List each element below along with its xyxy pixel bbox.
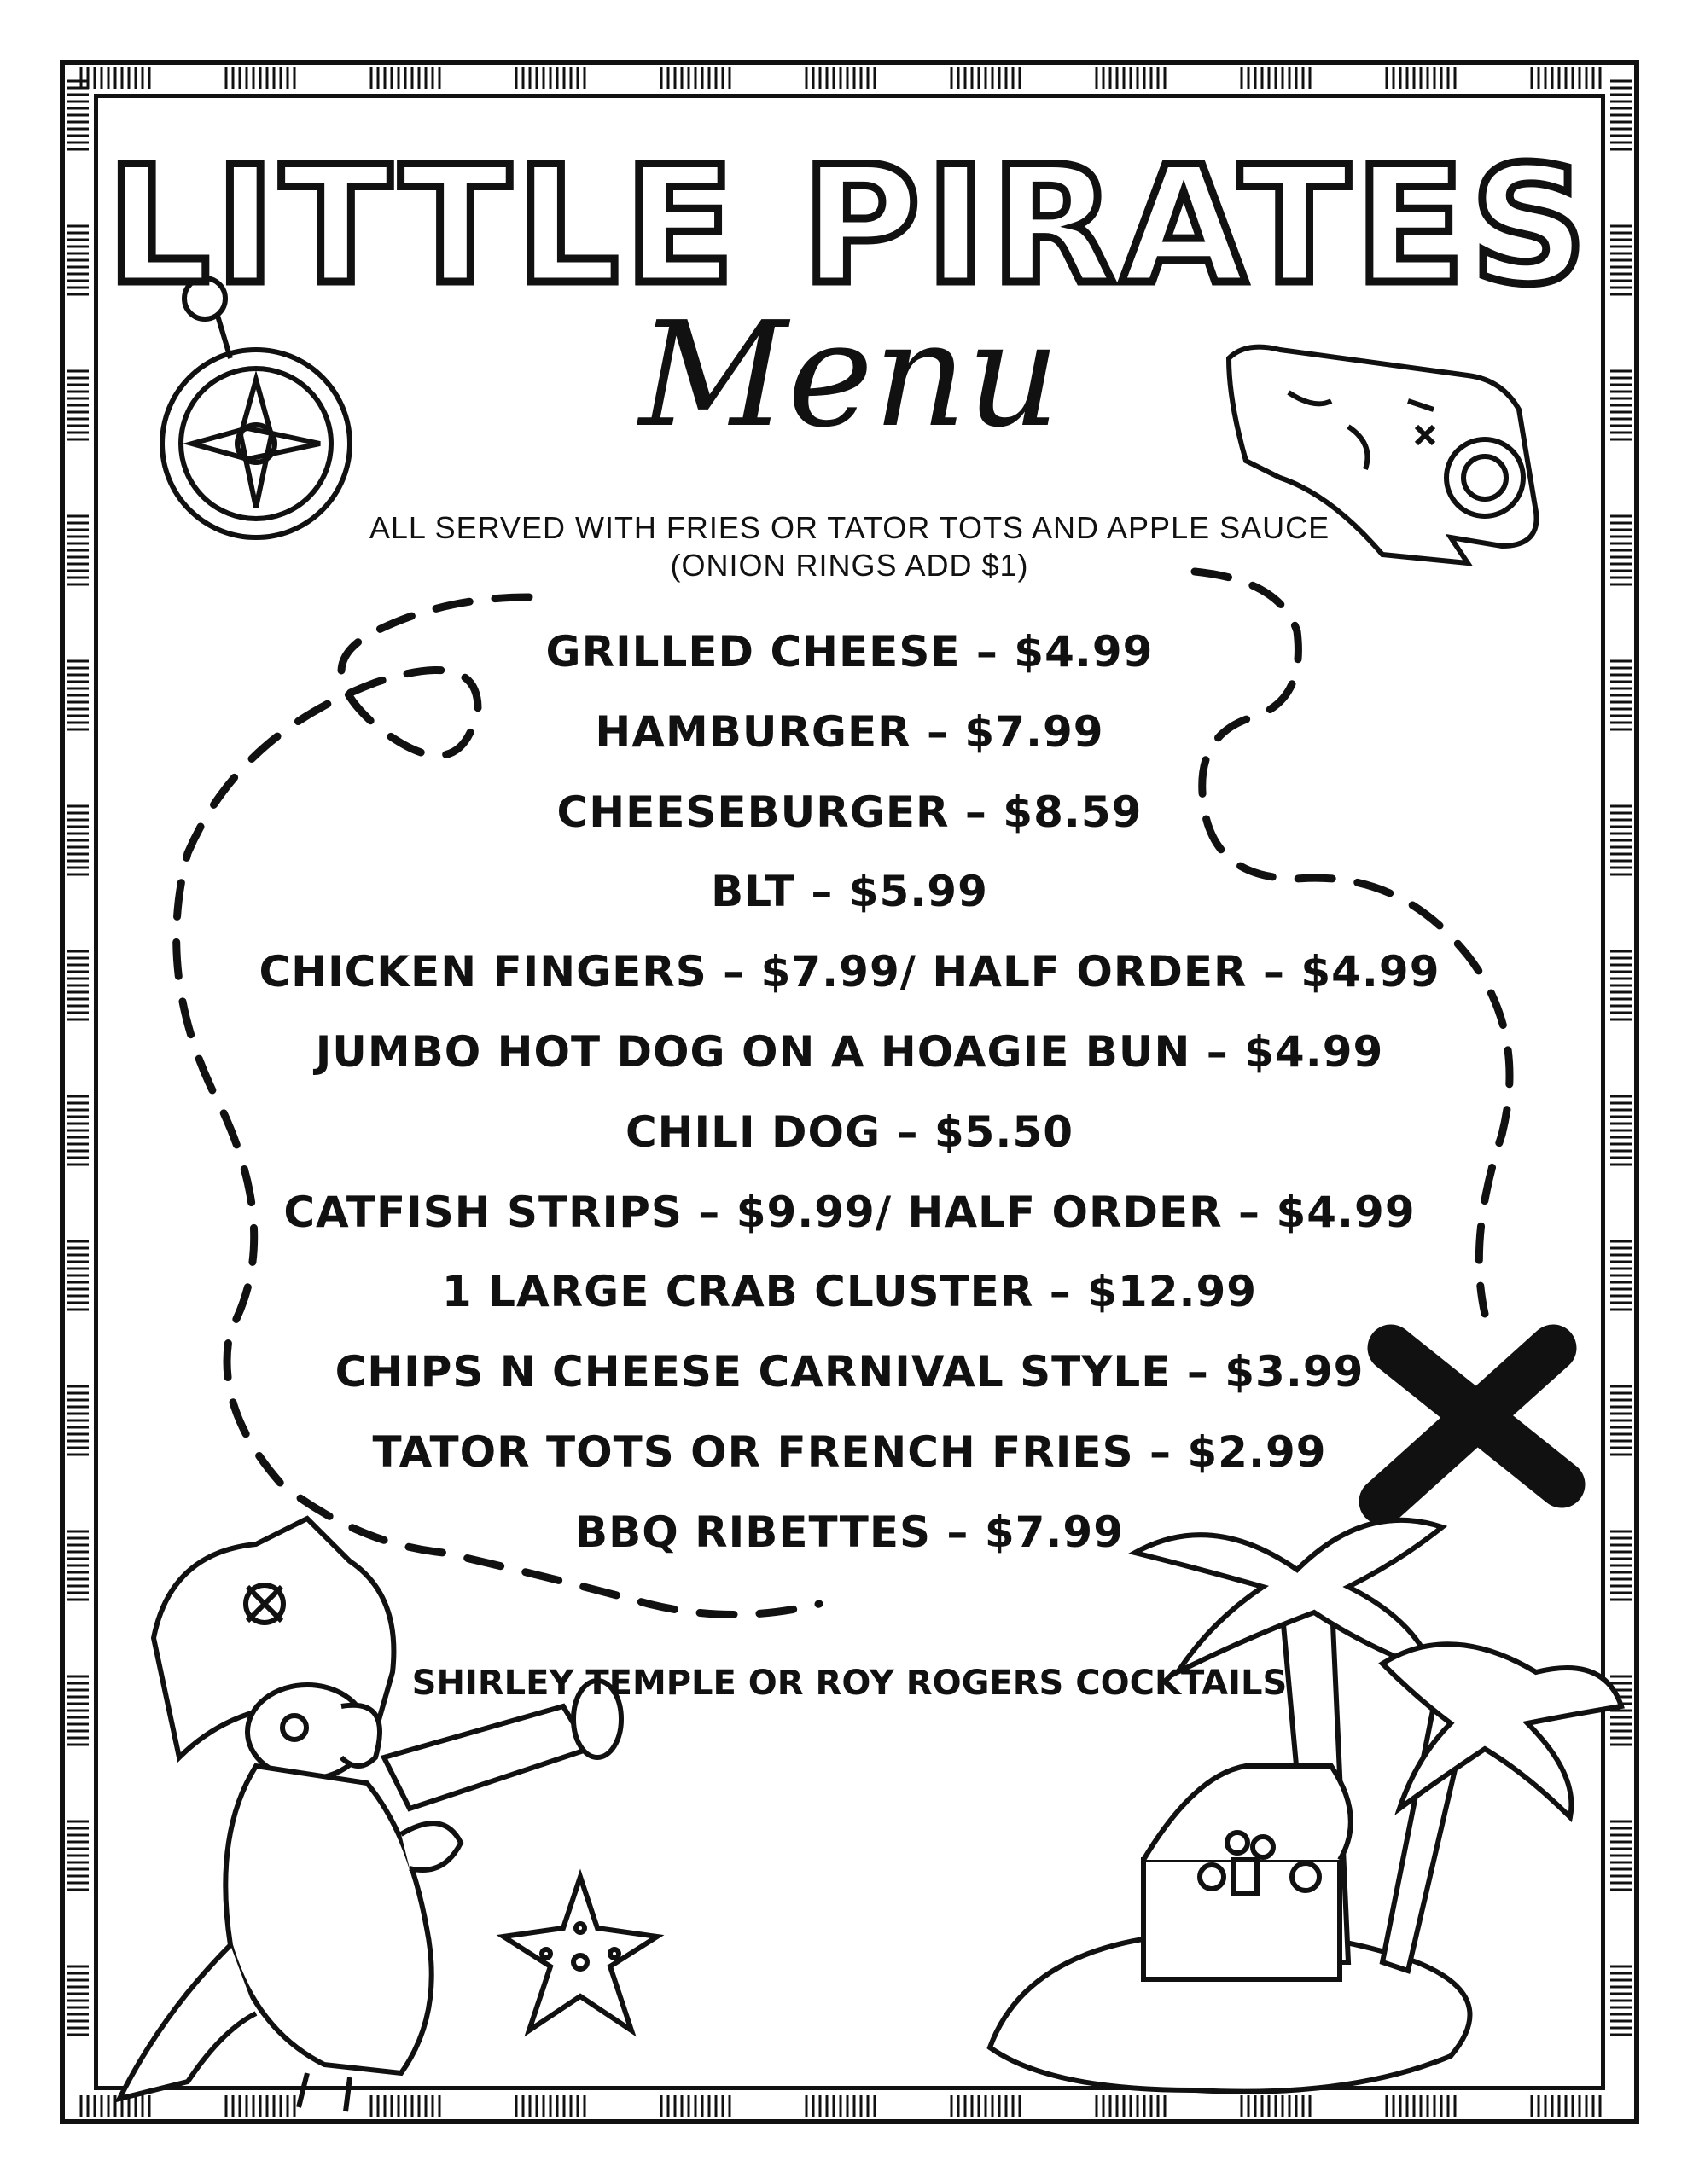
menu-title bbox=[0, 131, 1699, 320]
onion-rings-note: (ONION RINGS ADD $1) bbox=[670, 548, 1029, 583]
menu-item: BBQ RIBETTES – $7.99 bbox=[575, 1507, 1124, 1557]
menu-item: BLT – $5.99 bbox=[711, 867, 988, 917]
menu-item: CHICKEN FINGERS – $7.99/ HALF ORDER – $4.99 bbox=[259, 947, 1440, 997]
starfish-icon bbox=[503, 1877, 657, 2030]
menu-item: 1 LARGE CRAB CLUSTER – $12.99 bbox=[441, 1267, 1258, 1317]
menu-item: GRILLED CHEESE – $4.99 bbox=[545, 627, 1154, 677]
menu-item: TATOR TOTS OR FRENCH FRIES – $2.99 bbox=[372, 1426, 1327, 1477]
menu-item: CHILI DOG – $5.50 bbox=[625, 1107, 1074, 1157]
menu-item: JUMBO HOT DOG ON A HOAGIE BUN – $4.99 bbox=[315, 1026, 1384, 1077]
menu-item: CHIPS N CHEESE CARNIVAL STYLE – $3.99 bbox=[335, 1347, 1364, 1397]
menu-items-list bbox=[0, 613, 1699, 1573]
menu-title-text: LITTLE PIRATES bbox=[106, 131, 1593, 320]
pirate-parrot-icon bbox=[119, 1519, 621, 2111]
menu-item: CHEESEBURGER – $8.59 bbox=[556, 787, 1143, 837]
menu-subtitle: Menu bbox=[638, 291, 1061, 460]
menu-item: CATFISH STRIPS – $9.99/ HALF ORDER – $4.99 bbox=[283, 1187, 1416, 1237]
drinks-line: SHIRLEY TEMPLE OR ROY ROGERS COCKTAILS bbox=[411, 1664, 1288, 1703]
treasure-island-icon bbox=[990, 1520, 1621, 2092]
menu-item: HAMBURGER – $7.99 bbox=[595, 706, 1104, 757]
sides-note: ALL SERVED WITH FRIES OR TATOR TOTS AND APPLE SAUCE bbox=[369, 510, 1330, 545]
